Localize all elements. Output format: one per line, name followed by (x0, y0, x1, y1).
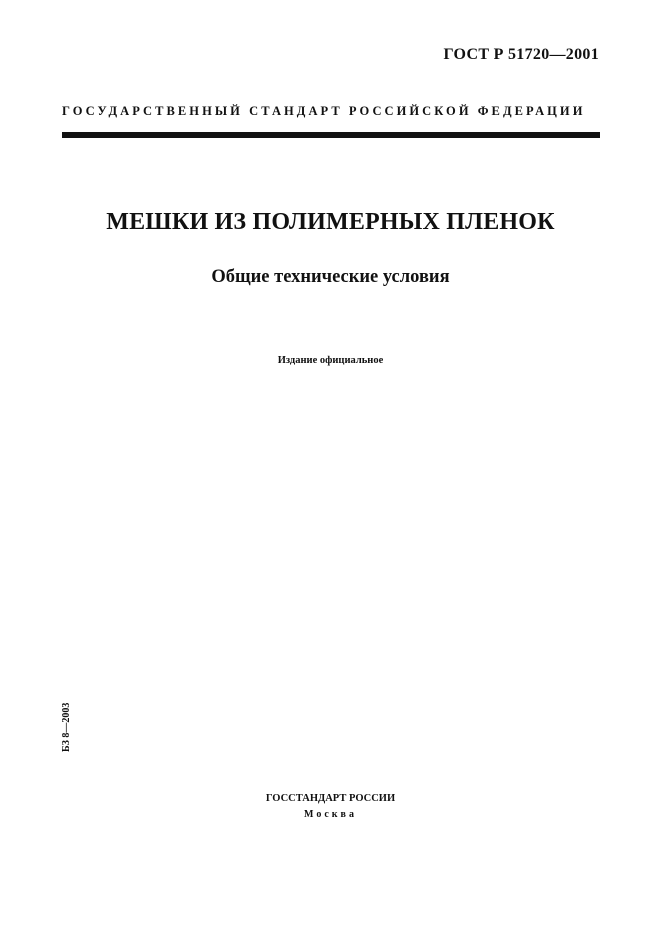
document-number: ГОСТ Р 51720—2001 (443, 46, 599, 63)
edition-note: Издание официальное (277, 355, 384, 366)
header-rule (62, 132, 600, 138)
publication-city: Москва (304, 809, 357, 820)
document-subtitle: Общие технические условия (211, 267, 450, 287)
side-code: БЗ 8—2003 (61, 702, 72, 752)
publisher: ГОССТАНДАРТ РОССИИ (265, 793, 396, 804)
standard-header: ГОСУДАРСТВЕННЫЙ СТАНДАРТ РОССИЙСКОЙ ФЕДЕРАЦИИ (62, 104, 586, 118)
document-title: МЕШКИ ИЗ ПОЛИМЕРНЫХ ПЛЕНОК (106, 209, 555, 235)
